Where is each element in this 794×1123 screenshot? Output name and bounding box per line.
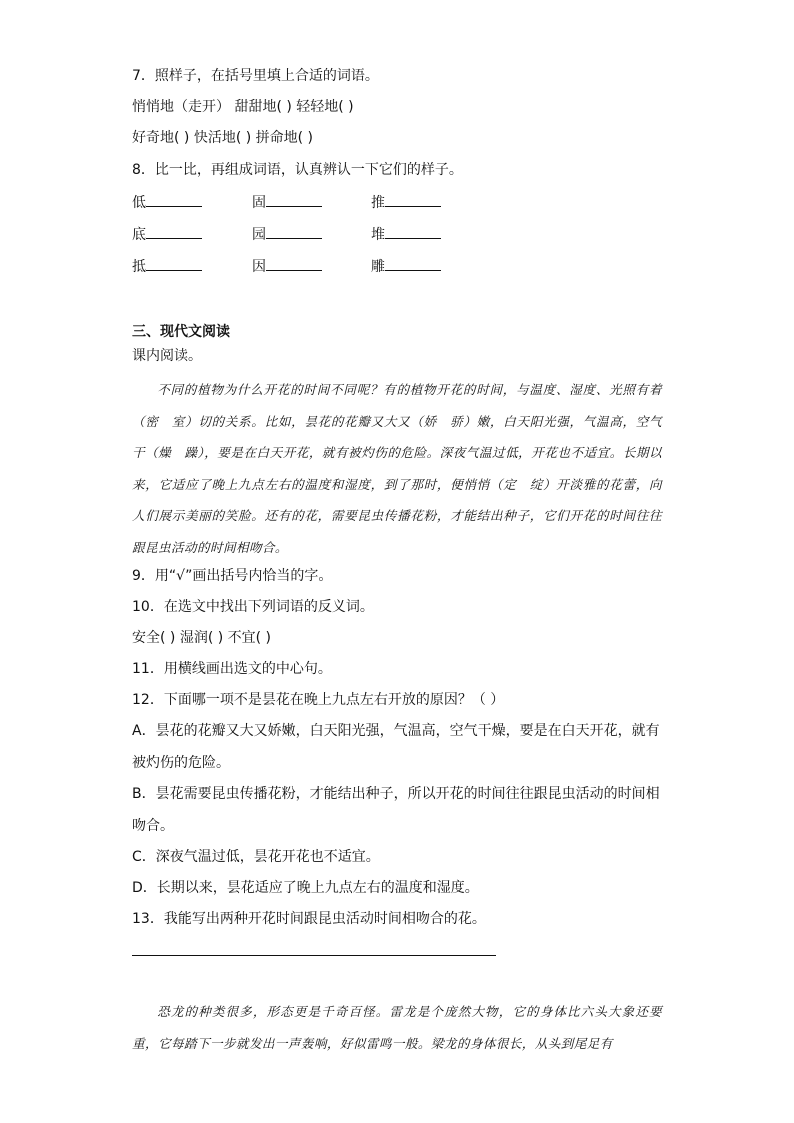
- char-label: 固: [252, 195, 266, 211]
- answer-blank: [266, 223, 322, 239]
- question-7-title: 7．照样子，在括号里填上合适的词语。: [132, 68, 379, 84]
- answer-blank: [385, 255, 441, 271]
- answer-blank: [266, 255, 322, 271]
- question-12-title: 12．下面哪一项不是昙花在晚上九点左右开放的原因？（ ）: [132, 692, 505, 708]
- answer-blank: [385, 223, 441, 239]
- char-cell: [132, 255, 202, 277]
- question-7-row-2: 好奇地( ) 快活地( ) 拼命地( ): [132, 130, 314, 146]
- char-label: 因: [252, 259, 266, 275]
- char-cell: [371, 191, 441, 213]
- answer-line: [132, 955, 496, 956]
- char-cell: [252, 223, 322, 245]
- char-cell: [252, 255, 322, 277]
- question-12-option-d: D．长期以来，昙花适应了晚上九点左右的温度和湿度。: [132, 880, 479, 896]
- char-label: 抵: [132, 259, 146, 275]
- answer-blank: [385, 191, 441, 207]
- char-label: 堆: [371, 227, 385, 243]
- answer-blank: [266, 191, 322, 207]
- question-10-title: 10．在选文中找出下列词语的反义词。: [132, 599, 374, 615]
- question-12-option-c: C．深夜气温过低，昙花开花也不适宜。: [132, 849, 380, 865]
- char-label: 低: [132, 195, 146, 211]
- char-label: 园: [252, 227, 266, 243]
- question-10-row: 安全( ) 湿润( ) 不宜( ): [132, 630, 272, 646]
- question-12-option-b: B．昙花需要昆虫传播花粉，才能结出种子，所以开花的时间往往跟昆虫活动的时间相吻合。: [132, 786, 660, 834]
- section-3-heading: 三、现代文阅读: [132, 324, 230, 340]
- char-label: 推: [371, 195, 385, 211]
- char-cell: [252, 191, 322, 213]
- question-11: 11．用横线画出选文的中心句。: [132, 661, 332, 677]
- char-label: 底: [132, 227, 146, 243]
- question-9: 9．用“√”画出括号内恰当的字。: [132, 568, 333, 584]
- char-cell: [371, 255, 441, 277]
- question-12-option-a: A．昙花的花瓣又大又娇嫩，白天阳光强，气温高，空气干燥，要是在白天开花，就有被灼伤的危险。: [132, 723, 660, 771]
- char-cell: [371, 223, 441, 245]
- answer-blank: [146, 191, 202, 207]
- char-label: 雕: [371, 259, 385, 275]
- section-3-subheading: 课内阅读。: [132, 348, 202, 364]
- answer-blank: [146, 223, 202, 239]
- answer-blank: [146, 255, 202, 271]
- question-8-title: 8．比一比，再组成词语，认真辨认一下它们的样子。: [132, 162, 463, 178]
- question-13: 13．我能写出两种开花时间跟昆虫活动时间相吻合的花。: [132, 911, 486, 927]
- reading-passage-2: 恐龙的种类很多，形态更是千奇百怪。雷龙是个庞然大物，它的身体比六头大象还要重，它每踏下一步就发出一声轰响，好似雷鸣一般。梁龙的身体很长，从头到尾足有: [132, 1004, 662, 1051]
- char-cell: [132, 191, 202, 213]
- char-cell: [132, 223, 202, 245]
- reading-passage: 不同的植物为什么开花的时间不同呢？有的植物开花的时间，与温度、湿度、光照有着（密 室）切的关系。比如，昙花的花瓣又大又（娇 骄）嫩，白天阳光强，气温高，空气干（燥 躁），要是在白天开花，就有被灼伤的危险。深夜气温过低，开花也不适宜。长期以来，它适应了晚上九点左右的温度和湿度，到了那时，便悄悄（定 绽）开淡雅的花蕾，向人们展示美丽的笑脸。还有的花，需要昆虫传播花粉，才能结出种子，它们开花的时间往往跟昆虫活动的时间相吻合。: [132, 382, 662, 555]
- question-7-row-1: 悄悄地（走开） 甜甜地( ) 轻轻地( ): [132, 99, 354, 115]
